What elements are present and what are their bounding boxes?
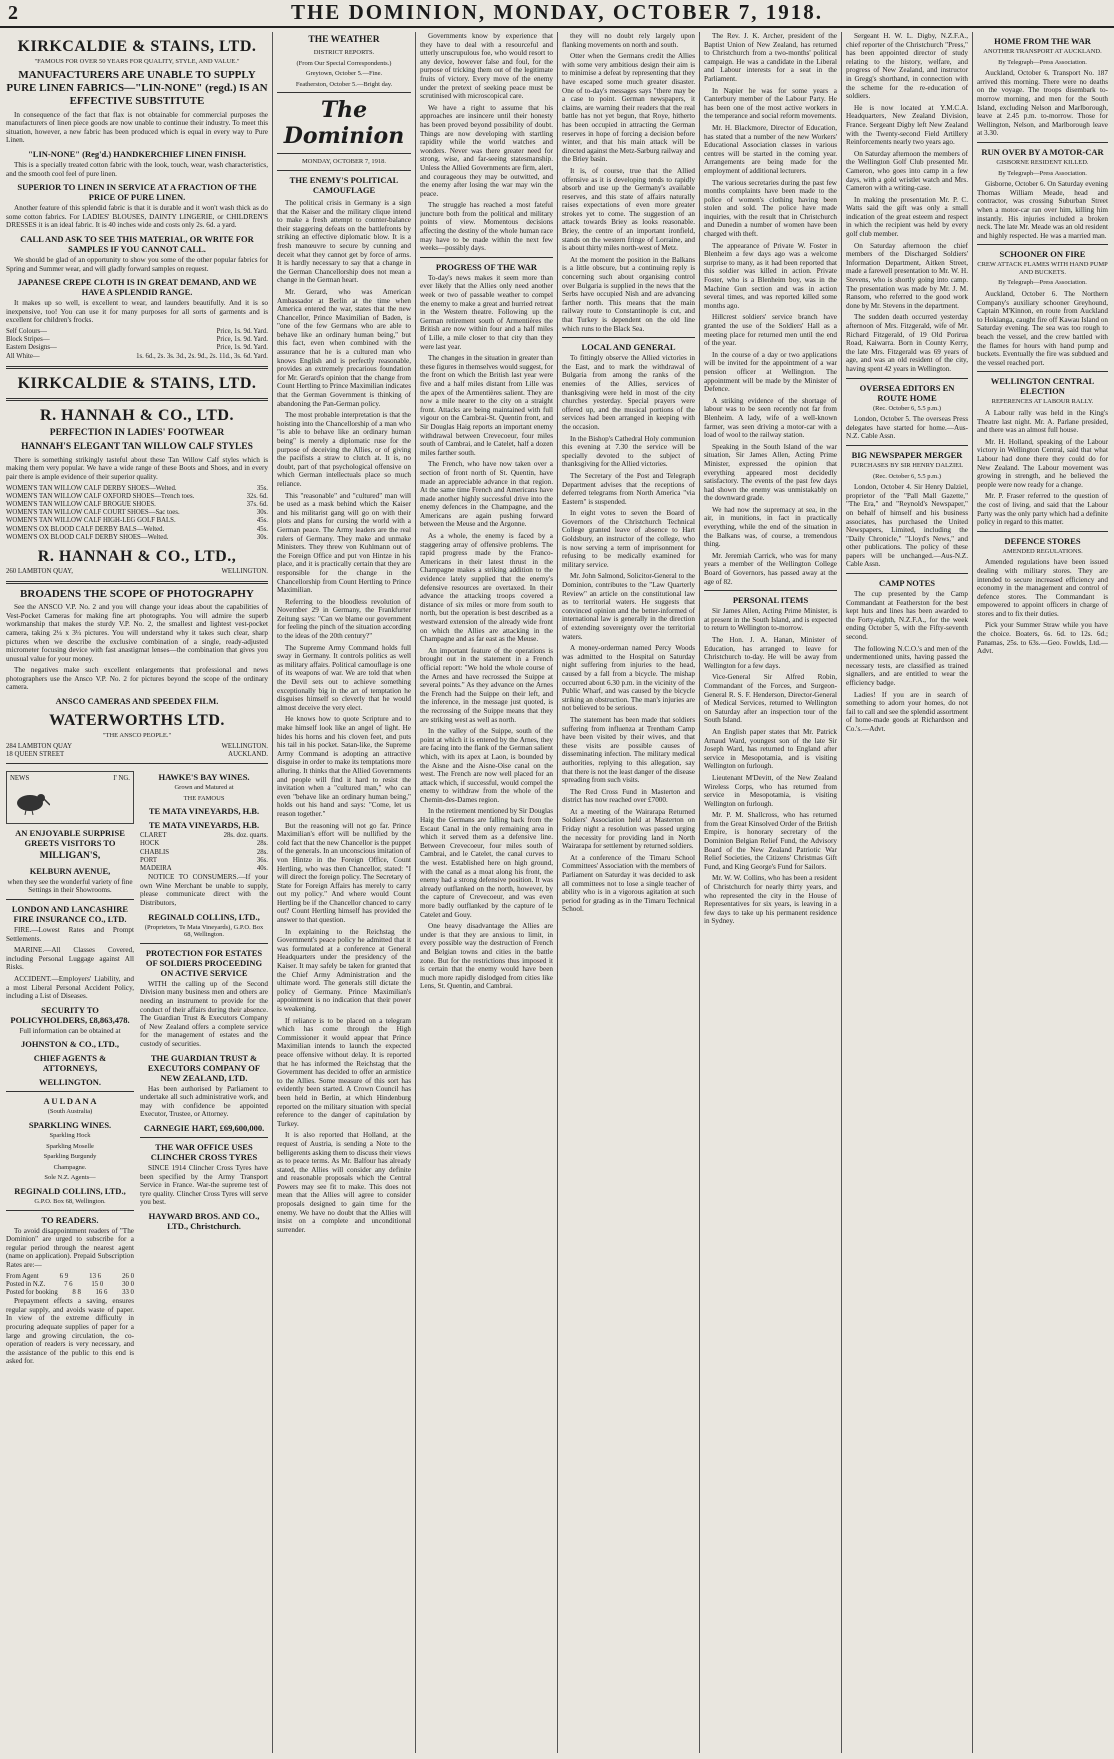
kirkcaldie-tagline: "FAMOUS FOR OVER 50 YEARS FOR QUALITY, STYLE, AND VALUE." bbox=[34, 58, 240, 65]
news-ad-box bbox=[6, 771, 134, 824]
crepe-para: It makes up so well, is excellent to wear, and launders beautifully. And it is so inexpensive, too! You can use it for many purposes for all sorts of garments and is excellent for children's frocks. bbox=[6, 299, 268, 325]
hannah-para: There is something strikingly tasteful about these Tan Willow Calf styles which is making them very popular. We have a wide range of these Boots and Shoes, and in every pair there is ample evidence of their superior quality. bbox=[6, 455, 268, 481]
photo-para: See the ANSCO V.P. No. 2 and you will change your ideas about the capabilities of Vest-Pocket Cameras for making fine art photographs. You will admire the superb workmanship that makes the sturdy V.P. No. 2, the smallest and lightest vest-pocket camera, taking 2¼ x 3¼ pictures. You will understand why it takes such clear, sharp pictures when we describe the exclusive combination of a single, ready-adjusted micrometer focusing device with fast anastigmat lenses—the combination that gives you unusual value for your money. bbox=[6, 603, 268, 663]
linen-para-4: We should be glad of an opportunity to show you some of the other popular fabrics for Spring and Summer wear, and will gladly forward samples on request. bbox=[6, 255, 268, 273]
masthead-title: THE DOMINION, MONDAY, OCTOBER 7, 1918. bbox=[290, 0, 824, 24]
column-1: KIRKCALDIE & STAINS, LTD. "FAMOUS FOR OVER 50 YEARS FOR QUALITY, STYLE, AND VALUE." MANUFACTURERS ARE UNABLE TO SUPPLY PURE LINEN FABRICS—"LIN-NONE" (regd.) IS AN EFFECTIVE SUBSTITUTE In consequence of the fact that flax is not obtainable for commercial purposes the manufacturers of linen piece goods are now unable to continue their industry. To meet this situation, however, a new fabric has been produced which is equal in every way to Pure Linen. "LIN-NONE" (Reg'd.) HANDKERCHIEF LINEN FINISH. This is a specially treated cotton fabric with the look, touch, wear, wash characteristics, and the smooth cool feel of pure linen. SUPERIOR TO LINEN IN SERVICE AT A FRACTION OF THE PRICE OF PURE LINEN. Another feature of this splendid fabric is that it is durable and it won't wash thick as do some cotton fabrics. For LADIES' BLOUSES, DAINTY LINGERIE, or CHILDREN'S DRESSES it is an ideal fabric. It is 40 inches wide and costs only 2s. 6d. a yard. CALL AND ASK TO SEE THIS MATERIAL, OR WRITE FOR SAMPLES IF YOU CANNOT CALL. We should be glad of an opportunity to show you some of the other popular fabrics for Spring and Summer wear, and will gladly forward samples on request. JAPANESE CREPE CLOTH IS IN GREAT DEMAND, AND WE HAVE A SPLENDID RANGE. It makes up so well, is excellent to wear, and launders beautifully. And it is so inexpensive, too! You can use it for many purposes for all sorts of garments and is excellent for children's frocks. Self Colours— Price, 1s. 9d. Yard. Block Stripes— Price, 1s. 9d. Yard. Eastern Designs— Price, 1s. 9d. Yard. All White— 1s. 6d., 2s. 3s. 3d., 2s. 9d., 2s. 11d., 3s. 6d. Yard. KIRKCALDIE & STAINS, LTD. R. HANNAH & CO., LTD. PERFECTION IN LADIES' FOOTWEAR HANNAH'S ELEGANT TAN WILLOW CALF STYLES There is something strikingly tasteful about these Tan Willow Calf styles which is making them very popular. We have a wide range of these Boots and Shoes, and in every pair there is ample evidence of their superior quality. WOMEN'S TAN WILLOW CALF DERBY SHOES—Welted. 35s. WOMEN'S TAN WILLOW CALF OXFORD SHOES—Trench toes. 32s. 6d. WOMEN'S TAN WILLOW CALF BROGUE SHOES. 37s. 6d. WOMEN'S TAN WILLOW CALF COURT SHOES—Sac toes. 30s. WOMEN'S TAN WILLOW CALF HIGH-LEG GOLF BALS. 45s. WOMEN'S OX BLOOD CALF DERBY BALS—Welted. 45s. WOMEN'S OX BLOOD CALF DERBY SHOES—Welted. 30s. R. HANNAH & CO., LTD., 260 LAMBTON QUAY, WELLINGTON. BROADENS THE SCOPE OF PHOTOGRAPHY See the ANSCO V.P. No. 2 and you will change your ideas about the capabilities of Vest-Pocket Cameras for making fine art photographs. You will admire the superb workmanship that makes the sturdy V.P. No. 2, the smallest and lightest vest-pocket camera, taking 2¼ x 3¼ pictures. You will understand why it takes such clear, sharp pictures when we describe the exclusive combination of a single, ready-adjusted micrometer focusing device with fast anastigmat lenses—the combination that gives you unusual value for your money. The negatives make such excellent enlargements that professional and news photographers use the Ansco V.P. No. 2 for pictures beyond the scope of the ordinary camera. ANSCO CAMERAS AND SPEEDEX FILM. WATERWORTHS LTD. "THE ANSCO PEOPLE." 284 LAMBTON QUAY WELLINGTON. 18 QUEEN STREET AUCKLAND. NEWS I' NG. AN ENJOYABLE SURPRISE GREETS VISITORS TO MILLIGAN'S, KELBURN AVENUE, when they see the wonderful variety of fine Settings in their Showrooms. LONDON AND LANCASHIRE FIRE INSURANCE CO., LTD. FIRE.—Lowest Rates and Prompt Settlements. MARINE.—All Classes Covered, including Personal Luggage against All Risks. ACCIDENT.—Employers' Liability, and a most Liberal Personal Accident Policy, including a List of Diseases. SECURITY TO POLICYHOLDERS, £8,863,478. Full information can be obtained at JOHNSTON & CO., LTD., CHIEF AGENTS & ATTORNEYS, WELLINGTON. A U L D A N A (South Australia) SPARKLING WINES. Sparkling Hock Sparkling Moselle Sparkling Burgundy Champagne. Sole N.Z. Agents— REGINALD COLLINS, LTD., G.P.O. Box 68, Wellington. TO READERS. To avoid disappointment readers of "The Dominion" are urged to subscribe for a regular period through the nearest agent (name on application). Prepaid Subscription Rates are:— From Agent 6 9 13 6 26 0 Posted in N.Z. 7 6 15 0 30 0 Posted for booking 8 8 16 6 33 0 Prepayment effects a saving, ensures regular supply, and avoids waste of paper. In view of the extreme difficulty in procuring adequate supplies of paper for a large and growing circulation, the co-operation of readers is very necessary, and the assistance of the public to this end is asked for. HAWKE'S BAY WINES. Grown and Matured at THE FAMOUS TE MATA VINEYARDS, H.B. TE MATA VINEYARDS, H.B. CLARET 28s. doz. quarts. HOCK 28s. CHABLIS 28s. PORT 36s. MADEIRA 40s. NOTICE TO CONSUMERS.—If your own Wine Merchant be unable to supply, please communicate direct with the Distributors, REGINALD COLLINS, LTD., (Proprietors, Te Mata Vineyards), G.P.O. Box 68, Wellington. PROTECTION FOR ESTATES OF SOLDIERS PROCEEDING ON ACTIVE SERVICE WITH the calling up of the Second Division many business men and others are needing an instrument to provide for the conduct of their affairs during their absence. The Guardian Trust & Executors Company of New Zealand offers a complete service for the management of estates and the custody of securities. THE GUARDIAN TRUST & EXECUTORS COMPANY OF NEW ZEALAND, LTD. Has been authorised by Parliament to undertake all such administrative work, and may with confidence be appointed Executor, Trustee, or Attorney. CARNEGIE HART, £69,600,000. THE WAR OFFICE USES CLINCHER CROSS TYRES SINCE 1914 Clincher Cross Tyres have been specified by the Army Transport Service in France. War-the supreme test of tyre quality. Clincher Cross Tyres will serve you best. HAYWARD BROS. AND CO., LTD., Christchurch. bbox=[6, 38, 268, 1366]
readers-para-2: Prepayment effects a saving, ensures regular supply, and avoids waste of paper. In view of the extreme difficulty in procuring adequate supplies of paper for a large and growing circulation, the co-operation of readers is very necessary, and the assistance of the public to this end is asked for. bbox=[6, 1297, 134, 1366]
rates-table: From Agent 6 9 13 6 26 0 Posted in N.Z. 7 6 15 0 30 0 Posted for booking 8 8 16 6 33 0 bbox=[6, 1272, 134, 1296]
waterworths-tag: "THE ANSCO PEOPLE." bbox=[102, 732, 172, 740]
ansco-line: ANSCO CAMERAS AND SPEEDEX FILM. bbox=[55, 696, 219, 707]
weather-head: THE WEATHER bbox=[308, 35, 380, 45]
hawkes-head: HAWKE'S BAY WINES. bbox=[158, 772, 250, 783]
auldana-head: A U L D A N A bbox=[43, 1096, 97, 1107]
hannah-price-list: WOMEN'S TAN WILLOW CALF DERBY SHOES—Welted. 35s. WOMEN'S TAN WILLOW CALF OXFORD SHOES—Trench toes. 32s. 6d. WOMEN'S TAN WILLOW CALF BROGUE SHOES. 37s. 6d. WOMEN'S TAN WILLOW CALF COURT SHOES—Sac toes. 30s. WOMEN'S TAN WILLOW CALF HIGH-LEG GOLF BALS. 45s. WOMEN'S OX BLOOD CALF DERBY BALS—Welted. 45s. WOMEN'S OX BLOOD CALF DERBY SHOES—Welted. 30s. bbox=[6, 484, 268, 541]
hannah-sub-1: PERFECTION IN LADIES' FOOTWEAR bbox=[49, 427, 225, 438]
news-ing: I' NG. bbox=[113, 775, 130, 783]
column-3: Governments know by experience that they have to deal with a resourceful and utterly unscrupulous foe, who would resort to any device, however false and foul, for the purpose of tricking them out of the legitimate fruits of victory. Every move of the enemy under the pretext of seeking peace must be scrutinised with microscopical care. We have a right to assume that his approaches are insincere until their honesty has been proved beyond possibility of doubt. Things are now developing with startling rapidity while the world watches and wonders. Never was there greater need for strong, wise, and far-seeing statesmanship. Unless the Allied Governments are firm, alert, and courageous they may be outwitted, and the enemy after losing the war may win the peace. The struggle has reached a most fateful juncture both from the political and military points of view. Momentous decisions affecting the destiny of the whole human race may have to be made within the next few weeks—possibly days. PROGRESS OF THE WAR To-day's news makes it seem more than ever likely that the Allies only need another week or two of passable weather to compel the enemy to make a great and hurried retreat in the Western theatre. Following up the German retirement south of Armentières the British are now within four and a half miles of Lille, a mile closer to that city than they were last year. The changes in the situation in greater than these figures in themselves would suggest, for the front on which the British last year were five and a half miles distant from Lille was the apex of the Armentières salient. They are now a mile nearer to the city on a straight front. Attacks are being maintained with full vigour on the Cambrai-St. Quentin front, and Sir Douglas Haig reports an important enemy withdrawal between Crevecoeur, four miles south of Cambrai, and le Catelet, half a dozen miles farther south. The French, who have now taken over a section of front north of St. Quentin, have made an appreciable advance in that region. At the same time French and Americans have made another highly successful drive into the enemy defences in the Champagne, and the Americans are again pushing forward between the Meuse and the Argonne. As a whole, the enemy is faced by a staggering array of offensive problems. The rapid progress made by the Franco-Americans in their latest thrust in the Champagne makes a striking addition to the evidence lately supplied that the enemy's defensive resources are overtaxed. In their advance the attacking troops covered a distance of six miles or more from south to north, but the operation is best described as a westward extension of the already wide front on which the Allies are attacking in the Champagne and as far east as the Meuse. An important feature of the operations is brought out in the statement in a French official report: "We hold the whole course of the Arnes and have recrossed the Suippe at several points." As they advance on the Arnes the French had the Suippe on their left, and the inference, in the message just quoted, is the recrossing of the Suippe means that they are striking west as well as north. In the valley of the Suippe, south of the point at which it is entered by the Arnes, they are facing into the flank of the German salient which, with its apex at Laon, is bounded by the Aisne and the Aisne-Oise canal on the west. The French are now well placed for an attack which, if successful, would compel the enemy to withdraw from the whole of the Chemin-des-Dames region. In the retirement mentioned by Sir Douglas Haig the Germans are falling back from the Escaut Canal in the only remaining area in which it served them as a defensive line. Between Crevecoeur, four miles south of Cambrai, and le Catelet, the canal curves to the west. Established here on high ground, with the canal as a moat along his front, the enemy had a strong defensive position. It was already outflanked on the north, however, by the capture of Crevecoeur, and was even more badly outflanked by the capture of le Catelet and Gouy. One heavy disadvantage the Allies are under is that they are anxious to limit, in every possible way the destruction of French and Belgian towns and cities in the battle zone. But for the restrictions thus imposed it is certain that the enemy would have been much more rapidly dislodged from cities like Lens, St. Quentin, and Cambrai. bbox=[420, 32, 553, 991]
crepe-headline: JAPANESE CREPE CLOTH IS IN GREAT DEMAND, AND WE HAVE A SPLENDID RANGE. bbox=[17, 277, 257, 298]
oversea-editors-head: OVERSEA EDITORS EN ROUTE HOME bbox=[859, 382, 955, 403]
call-note: CALL AND ASK TO SEE THIS MATERIAL, OR WRITE FOR SAMPLES IF YOU CANNOT CALL. bbox=[20, 233, 254, 254]
linen-headline: MANUFACTURERS ARE UNABLE TO SUPPLY PURE LINEN FABRICS—"LIN-NONE" (regd.) IS AN EFFECTIVE SUBSTITUTE bbox=[6, 68, 268, 107]
photo-para-2: The negatives make such excellent enlargements that professional and news photographers use the Ansco V.P. No. 2 for pictures beyond the scope of the ordinary camera. bbox=[6, 666, 268, 692]
wellington-election-head: WELLINGTON CENTRAL ELECTION bbox=[990, 376, 1095, 397]
hannah-address: 260 LAMBTON QUAY, bbox=[6, 567, 73, 575]
linen-subhead: "LIN-NONE" (Reg'd.) HANDKERCHIEF LINEN FINISH. bbox=[28, 148, 246, 159]
london-head: LONDON AND LANCASHIRE FIRE INSURANCE CO., LTD. bbox=[11, 904, 129, 925]
kiwi-icon bbox=[10, 785, 50, 815]
kirkcaldie-head-2: KIRKCALDIE & STAINS, LTD. bbox=[17, 374, 257, 392]
column-5: The Rev. J. K. Archer, president of the Baptist Union of New Zealand, has returned to Christchurch from a two-months' political campaign. He was a candidate in the Liberal and Labour interests for a seat in the Parliament. In Napier he was for some years a Canterbury member of the Labour Party. He has been one of the most active workers in the temperance and social reform movements. Mr. H. Blackmore, Director of Education, has stated that a number of the new Workers' Educational Association classes in various centres will be started in the coming year. Arrangements are being made for the employment of additional lecturers. The various secretaries during the past few months complaints have been made to the police of women's clothing having been stolen and sold. The police have made inquiries, with the result that in Christchurch and Dunedin a number of women have been charged with theft. The appearance of Private W. Foster in Blenheim a few days ago was a welcome surprise to many, as it had been reported that this soldier was killed in action. Private Foster, who is a Blenheim boy, was in the Machine Gun section and was in action several times, and was reported killed some months ago. Hillcrest soldiers' service branch have granted the use of the Soldiers' Hall as a meeting place for returned men until the end of the year. In the course of a day or two applications will be invited for the appointment of a war pension officer at Wellington. The appointment will be made by the Minister of Defence. A striking evidence of the shortage of labour was to be seen recently not far from Blenheim. A lady, wife of a well-known farmer, was seen driving a motor-car with a load of wool to the railway station. Speaking in the South Island of the war situation, Sir James Allen, Acting Prime Minister, expressed the opinion that everything appeared most decidedly satisfactory. The events of the past few days had shown the enemy was unmistakably on the downward grade. We had now the supremacy at sea, in the air, in munitions, in fact in practically everything, while the end of the situation in the Balkans was, of course, a tremendous thing. Mr. Jeremiah Carrick, who was for many years a member of the Wellington College Board of Governors, has passed away at the age of 82. PERSONAL ITEMS Sir James Allen, Acting Prime Minister, is at present in the South Island, and is expected to return to Wellington to-morrow. The Hon. J. A. Hanan, Minister of Education, has arranged to leave for Christchurch to-day. He will be away from Wellington for a few days. Vice-General Sir Alfred Robin, Commandant of the Forces, and Surgeon-General R. S. F. Henderson, Director-General of Medical Services, returned to Wellington on Saturday after an inspection tour of the South Island. An English paper states that Mr. Patrick Arnaud Ward, youngest son of the late Sir Joseph Ward, has returned to England after service in Mesopotamia, and is visiting Wellington on furlough. Lieutenant M'Devitt, of the New Zealand Wireless Corps, who has returned from service in Mesopotamia, is visiting Wellington on furlough. Mr. P. M. Shallcross, who has returned from the Great Kinsolved Order of the British Empire, is honorary secretary of the Dominion Belgian Relief Fund, the Advisory Board of the New Zealand Patriotic War Relief Societies, the Citizens' Christmas Gift Fund, and King George's Fund for Sailors. Mr. W. W. Collins, who has been a resident of Christchurch for nearly thirty years, and who represented the city in the House of Representatives for six years, is leaving in a few days to take up his permanent residence in Sydney. bbox=[704, 32, 837, 926]
column-4: they will no doubt rely largely upon flanking movements on north and south. Otter when the Germans credit the Allies with some very ambitious design their aim is to minimise a defeat by representing that they have escaped some much greater disaster. One of to-day's messages says "there may be a case to point. German newspapers, it claims, are warning their readers that the real battle has not yet begun, that Roye, hitherto has been occupied in attracting the German reserves in hope of forcing a decision before winter, and that his main attack will be directed against the Metz-Sarburg railway and the Briey basin. It is, of course, true that the Allied offensive as it is developing tends to rapidly absorb and use up the Germany's available reserves, and this state of affairs naturally raises expectations of even more greater strokes yet to come. The suggestion of an attack towards Briey as looks reasonable. Briey, the centre of an important ironfield, stands on the western fringe of Lorraine, and is about thirty miles north-west of Metz. At the moment the position in the Balkans is a little obscure, but a continuing reply is concerning such about organising control over Bulgaria is supplied in the news that the Serbs have occupied Nish and are advancing farther north. This means that the main railway route to Constantinople is cut, and that Turkey is dependent on the old line which runs to the Black Sea. LOCAL AND GENERAL To fittingly observe the Allied victories in the East, and to mark the withdrawal of Bulgaria from among the ranks of the enemies of the Allies, services of thanksgiving were held in most of the city churches yesterday. Special prayers were offered up, and the musical portions of the services had been arranged in keeping with the occasion. In the Bishop's Cathedral Holy communion this evening at 7.30 the service will be specially devoted to the subject of thanksgiving for the Allied victories. The Secretary of the Post and Telegraph Department advises that the receptions of deferred telegrams from North America "via Eastern" is suspended. In eight votes to seven the Board of Governors of the Christchurch Technical College granted leave of absence to Hart Goldsbury, an instructor of the college, who is now serving a term of imprisonment for refusing to be medically examined for military service. Mr. John Salmond, Solicitor-General to the Dominion, contributes to the "Law Quarterly Review" an article on the constitutional law as to territorial waters. He suggests that convinced opinion and the better-informed of international law is generally in the direction of extending sovereignty over the territorial waters. A money-orderman named Percy Woods was admitted to the Hospital on Saturday night suffering from injuries to the head, caused by a fall from a bicycle. The mishap occurred about 6.30 p.m. in the vicinity of the Public Wharf, and was caused by the bicycle striking an obstruction. The man's injuries are not believed to be serious. The statement has been made that soldiers suffering from influenza at Trentham Camp have been visited by their wives, and that these visits are possible causes of disseminating infection. The military medical authorities, replying to this allegation, say that there is not the least danger of the disease spreading from such visits. The Red Cross Fund in Masterton and district has now reached over £7000. At a meeting of the Wairarapa Returned Soldiers' Association held at Masterton on Friday night a resolution was passed urging the necessity for providing land in North Wairarapa for settlement by returned soldiers. At a conference of the Timaru School Committees' Association with the members of Parliament on Saturday it was decided to ask all committees not to lose a single teacher of ability who is in a vigorous agitation at such period for grading as in the Timaru Technical School. bbox=[562, 32, 695, 914]
wine-list: CLARET 28s. doz. quarts. HOCK 28s. CHABLIS 28s. PORT 36s. MADEIRA 40s. bbox=[140, 832, 268, 873]
linen-para-3: Another feature of this splendid fabric is that it is durable and it won't wash thick as do some cotton fabrics. For LADIES' BLOUSES, DAINTY LINGERIE, or CHILDREN'S DRESSES it is an ideal fabric. It is 40 inches wide and costs only 2s. 6d. a yard. bbox=[6, 204, 268, 230]
protection-head: PROTECTION FOR ESTATES OF SOLDIERS PROCEEDING ON ACTIVE SERVICE bbox=[145, 947, 263, 978]
kirkcaldie-head: KIRKCALDIE & STAINS, LTD. bbox=[17, 38, 257, 55]
linen-para-2: This is a specially treated cotton fabric with the look, touch, wear, wash characteristics, and the smooth cool feel of pure linen. bbox=[6, 160, 268, 178]
linen-para-1: In consequence of the fact that flax is not obtainable for commercial purposes the manufacturers of linen piece goods are now unable to continue their industry. To meet this situation, however, a new fabric has been produced which is equal in every way to Pure Linen. bbox=[6, 110, 268, 145]
superior-note: SUPERIOR TO LINEN IN SERVICE AT A FRACTION OF THE PRICE OF PURE LINEN. bbox=[17, 182, 257, 203]
motor-car-head: RUN OVER BY A MOTOR-CAR bbox=[981, 146, 1104, 157]
home-from-war-head: HOME FROM THE WAR bbox=[994, 36, 1091, 46]
dominion-logo: The Dominion bbox=[283, 97, 405, 150]
milligan-name: MILLIGAN'S, bbox=[39, 850, 101, 861]
crepe-price-list: Self Colours— Price, 1s. 9d. Yard. Block Stripes— Price, 1s. 9d. Yard. Eastern Designs— Price, 1s. 9d. Yard. All White— 1s. 6d., 2s. 3s. 3d., 2s. 9d., 2s. 11d., 3s. 6d. Yard. bbox=[6, 327, 268, 360]
masthead bbox=[0, 0, 1114, 28]
hannah-head: R. HANNAH & CO., LTD. bbox=[40, 406, 234, 424]
hannah-sub-2: HANNAH'S ELEGANT TAN WILLOW CALF STYLES bbox=[21, 441, 253, 452]
column-2: THE WEATHER DISTRICT REPORTS. (From Our Special Correspondents.) Greytown, October 5.—Fine. Featherston, October 5.—Bright day. The Dominion MONDAY, OCTOBER 7, 1918. THE ENEMY'S POLITICAL CAMOUFLAGE The political crisis in Germany is a sign that the Kaiser and the military clique intend to make a fresh attempt to counter-balance their staggering defeats on the battlefronts by striking an effective diplomatic blow. It is a fresh manœuvre to secure by cunning and deceit what they cannot get by force of arms. It is hardly necessary to say that a change in the German Chancellorship does not mean a change in the German heart. Mr. Gerard, who was American Ambassador at Berlin at the time when America entered the war, states that the new Chancellor, Prince Maximilian of Baden, is "one of the few Germans who are able to behave like an ordinary human being," but this fact, even when combined with the assurance that he is a cultured man who knows English and is perfectly reasonable, provides an extremely precarious foundation for Mr. Gerard's opinion that the change from Count Hertling to Prince Maximilian indicates that the German Government is thinking of abandoning the Pan-German policy. The most probable interpretation is that the hoisting into the Chancellorship of a man who "is able to behave like an ordinary human being" is merely a diplomatic ruse for the purpose of deceiving the Allies, or of giving the pacifists a straw to clutch at. It is, no doubt, part of that psychological offensive on which German intellectuals place so much reliance. This "reasonable" and "cultured" man will be used as a mask behind which the Kaiser and his militarist gang will go on with their plots and plans for cursing the world with a German peace. The Army leaders are the real rulers of Germany. They make and unmake Ministers. They threw von Kuhlmann out of the Foreign Office and put von Hintze in his place, and it is practically certain that they are responsible for the change in the Chancellorship from Count Hertling to Prince Maximilian. Referring to the bloodless revolution of November 29 in Germany, the Frankfurter Zeitung says: "Can we blame our government for feeling the pinch of the situation according to the ideas of the 20th century?" The Supreme Army Command holds full sway in Germany. It controls politics as well as military affairs. Political camouflage is one of its weapons of war. We are told that when the Devil sets out to achieve something exceptionally big in the art of temptation he disguises himself so cleverly that he would almost deceive the very elect. He knows how to quote Scripture and to make himself look like an angel of light. He hides his horns and his cloven feet, and puts his tail in his pocket. Satan-like, the Supreme Army Command is adopting an attractive disguise in order to make its temptations more alluring. It thinks that the Allied Governments and people will find it hard to resist the invitation when a "cultured man," who can even "behave like an ordinary human being," holds out his hand and says: "Come, let us reason together." But the reasoning will not go far. Prince Maximilian's effort will be nullified by the cold fact that the new Chancellor is the puppet of the generals. In an unconscious imitation of von Hintze in the Foreign Office, Count Hertling, who was then Chancellor, stated: "I will direct the foreign policy. The Secretary of State for Foreign Affairs has merely to carry out my policy." And where would Count Hertling be if the Chancellor chanced to carry out? Count Hertling himself has provided the answer to that question. In explaining to the Reichstag the Government's peace policy he admitted that it was formulated at a conference at General Headquarters under the presidency of the Kaiser. It may safely be taken for granted that the Chief Army Administration and the ultimate word. The generals still dictate the policy of Germany. Prince Maximilian's appointment is no indication that their power is weakening. If reliance is to be placed on a telegram which has come through the High Commissioner it would appear that Prince Maximilian intends to launch the expected peace offensive without delay. It is reported that he has informed the Reichstag that the Government has decided to offer an armistice to the Allies. Some measure of this sort has evidently been started. A Crown Council has been held in Berlin, at which Hindenburg reported on the military situation with special reference to the danger of capitulation by Turkey. It is also reported that Holland, at the request of Austria, is sending a Note to the belligerents asking them to discuss their views as to peace terms. As Mr. Balfour has already stated, the Allies will consider any definite and reasonable proposals which the Central Powers may see fit to make. This does not mean that the Allies will agree to consider proposals designed to gain time for the enemy. We have no doubt that the Allies will insist on a complete and unconditional surrender. bbox=[277, 35, 411, 1234]
milligan-para: when they see the wonderful variety of fine Settings in their Showrooms. bbox=[7, 877, 133, 895]
page-number: 2 bbox=[8, 2, 18, 24]
readers-head: TO READERS. bbox=[41, 1214, 99, 1225]
news-label: NEWS bbox=[10, 775, 30, 783]
camp-notes-head: CAMP NOTES bbox=[879, 578, 935, 589]
waterworths-head: WATERWORTHS LTD. bbox=[49, 712, 225, 730]
hannah-head-2: R. HANNAH & CO., LTD., bbox=[37, 547, 237, 565]
issue-date: MONDAY, OCTOBER 7, 1918. bbox=[301, 158, 387, 166]
newspaper-merger-head: BIG NEWSPAPER MERGER bbox=[851, 449, 963, 460]
hannah-city: WELLINGTON. bbox=[221, 567, 268, 575]
column-6: Sergeant H. W. L. Digby, N.Z.F.A., chief reporter of the Christchurch "Press," has been appointed director of study relating to the history, welfare, and progress of New Zealand, and instructor in Gregg's shorthand, in connection with the scheme for the re-education of soldiers. He is now located at Y.M.C.A. Headquarters, New Zealand Division, France. Sergeant Digby left New Zealand with the Twenty-second Field Artillery Reinforcements nearly two years ago. On Saturday afternoon the members of the Wellington Golf Club presented Mr. Cameron, who goes into camp in a few days, with a gold wristlet watch and Mrs. Cameron with a writing-case. In making the presentation Mr. P. C. Watts said the gift was only a small indication of the great esteem and respect in which the recipient was held by every golf club member. On Saturday afternoon the chief members of the Discharged Soldiers' Information Department, Aitken Street, made a farewell presentation to Mr. W. H. Stevens, who is shortly going into camp. The presentation was made by Mr. J. M. Ransom, who referred to the good work done by Mr. Stevens in the department. The sudden death occurred yesterday afternoon of Mrs. Fitzgerald, wife of Mr. Richard Fitzgerald, of 19 Old Porirua Road, Kaiwarra. Born in County Kerry, the late Mrs. Fitzgerald was 69 years of age, and was an old resident of the city, having spent 42 years in Wellington. OVERSEA EDITORS EN ROUTE HOME (Rec. October 6, 5.5 p.m.) London, October 5. The overseas Press delegates have started for home.—Aus-N.Z. Cable Assn. BIG NEWSPAPER MERGER PURCHASES BY SIR HENRY DALZIEL (Rec. October 6, 5.5 p.m.) London, October 4. Sir Henry Dalziel, proprietor of the "Pall Mall Gazette," "The Era," and "Reynold's Newspaper," on behalf of himself and his business associates, has purchased the United Newspapers, Limited, including the "Daily Chronicle," "Lloyd's News," and other publications. The policy of these papers will be unchanged.—Aus-N.Z. Cable Assn. CAMP NOTES The cup presented by the Camp Commandant at Featherston for the best kept huts and lines has been awarded to the Forty-eighth, N.Z.F.A., for the week ending October 5, with the Fifty-seventh second. The following N.C.O.'s and men of the undermentioned units, having passed the necessary tests, are classified as trained signallers, and are entitled to wear the efficiency badge. Ladies! If you are in search of something to adorn your homes, do not fail to call and see the splendid assortment of home-made goods at Richardson and Co.'s.—Advt. bbox=[846, 32, 968, 733]
local-general-head: LOCAL AND GENERAL bbox=[581, 342, 676, 353]
milligan-address: KELBURN AVENUE, bbox=[29, 865, 111, 876]
readers-para: To avoid disappointment readers of "The Dominion" are urged to subscribe for a regular period through the nearest agent (name on application). Prepaid Subscription Rates are:— bbox=[6, 1226, 134, 1269]
editorial-headline: THE ENEMY'S POLITICAL CAMOUFLAGE bbox=[289, 174, 399, 195]
war-office-head: THE WAR OFFICE USES CLINCHER CROSS TYRES bbox=[150, 1141, 258, 1162]
defence-stores-head: DEFENCE STORES bbox=[1004, 535, 1081, 546]
column-7: HOME FROM THE WAR ANOTHER TRANSPORT AT AUCKLAND. By Telegraph—Press Association. Auckland, October 6. Transport No. 187 arrived this morning. There were no deaths on the voyage. The troops disembark to-morrow morning, and men for the South Island, excluding Nelson and Marlborough, leave at 2.45 p.m. to-morrow. Those for Wellington, Nelson, and Marlborough leave at 3.30. RUN OVER BY A MOTOR-CAR GISBORNE RESIDENT KILLED. By Telegraph—Press Association. Gisborne, October 6. On Saturday evening Thomas William Meade, head and contractor, was crossing Suburban Street when a motor-car ran over him, killing him instantly. His injuries included a broken neck. The late Mr. Meade was an old resident and highly respected. He was a married man. SCHOONER ON FIRE CREW ATTACK FLAMES WITH HAND PUMP AND BUCKETS. By Telegraph—Press Association. Auckland, October 6. The Northern Company's auxiliary schooner Greyhound, Captain M'Kinnon, en route from Auckland to Hokianga, caught fire off Kawau Island on Saturday evening. The sea was too rough to beach the vessel, and the crew battled with the flames for hours with hand pump and buckets. Eventually the fire was subdued and the vessel reached port. WELLINGTON CENTRAL ELECTION REFERENCES AT LABOUR RALLY. A Labour rally was held in the King's Theatre last night. Mr. A. Parlane presided, and there was an almost full house. Mr. H. Holland, speaking of the Labour victory in Wellington Central, said that what Labour had done there they could do for New Zealand. The Labour movement was growing in strength, and he believed the people were now ready for a change. Mr. P. Fraser referred to the question of the cost of living, and said that the Labour Party was the only party which had a definite policy in regard to this matter. DEFENCE STORES AMENDED REGULATIONS. Amended regulations have been issued dealing with military stores. They are intended to secure increased efficiency and economy in the management and control of defence stores. The Commandant is empowered to appoint officers in charge of stores and to fix their duties. Pick your Summer Straw while you have the choice. Boaters, 6s. 6d. to 12s. 6d.; Panamas, 25s. to 63s.—Geo. Fowlds, Ltd.—Advt. bbox=[977, 36, 1108, 656]
schooner-fire-head: SCHOONER ON FIRE bbox=[999, 249, 1086, 260]
personal-items-head: PERSONAL ITEMS bbox=[732, 595, 809, 606]
photo-headline: BROADENS THE SCOPE OF PHOTOGRAPHY bbox=[20, 588, 254, 601]
milligan-line-1: AN ENJOYABLE SURPRISE GREETS VISITORS TO bbox=[15, 827, 125, 848]
progress-war-head: PROGRESS OF THE WAR bbox=[435, 261, 538, 272]
